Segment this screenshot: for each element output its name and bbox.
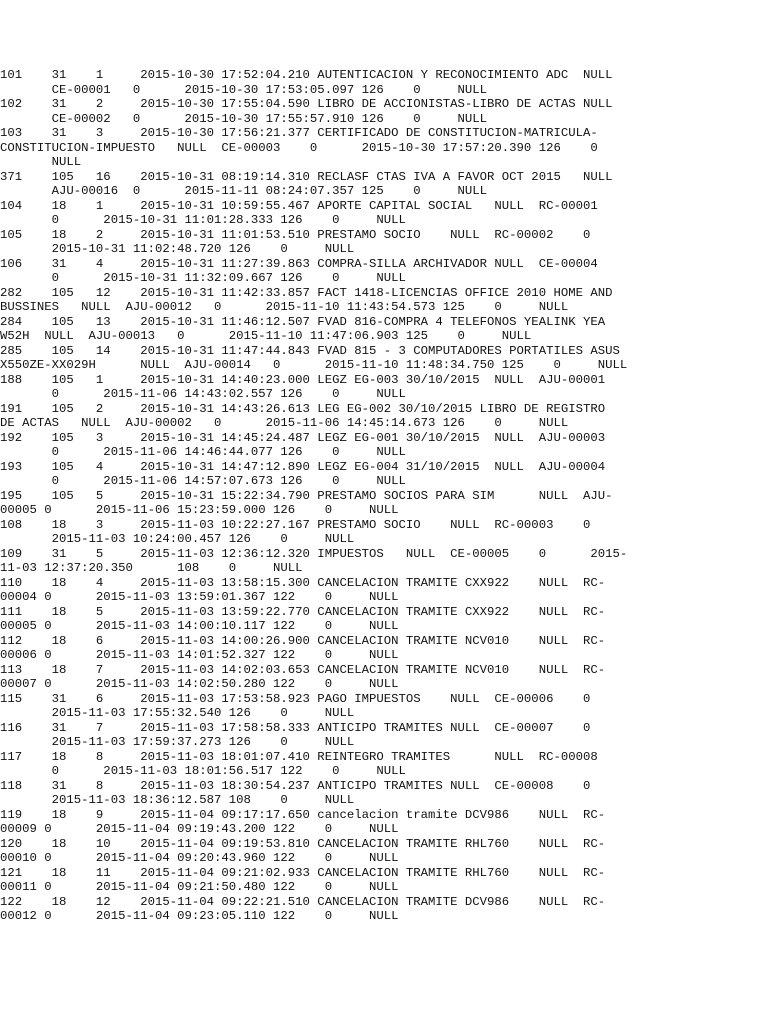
text-line: 117 18 8 2015-11-03 18:01:07.410 REINTEGRO TRAMITES NULL RC-00008 <box>0 749 598 764</box>
text-line: 2015-11-03 18:36:12.587 108 0 NULL <box>0 793 355 807</box>
text-line: 112 18 6 2015-11-03 14:00:26.900 CANCELACION TRAMITE NCV010 NULL RC- <box>0 633 606 648</box>
text-line: 122 18 12 2015-11-04 09:22:21.510 CANCELACION TRAMITE DCV986 NULL RC- <box>0 894 606 909</box>
record-listing <box>0 68 768 938</box>
text-line: AJU-00016 0 2015-11-11 08:24:07.357 125 0 NULL <box>0 184 488 198</box>
text-line: 115 31 6 2015-11-03 17:53:58.923 PAGO IMPUESTOS NULL CE-00006 0 <box>0 691 591 706</box>
text-line: 00004 0 2015-11-03 13:59:01.367 122 0 NULL <box>0 590 399 604</box>
text-line: 118 31 8 2015-11-03 18:30:54.237 ANTICIPO TRAMITES NULL CE-00008 0 <box>0 778 591 793</box>
text-line: 00005 0 2015-11-06 15:23:59.000 126 0 NULL <box>0 503 399 517</box>
text-line: 11-03 12:37:20.350 108 0 NULL <box>0 561 303 575</box>
text-line: 00009 0 2015-11-04 09:19:43.200 122 0 NULL <box>0 822 399 836</box>
text-line: DE ACTAS NULL AJU-00002 0 2015-11-06 14:45:14.673 126 0 NULL <box>0 416 569 430</box>
text-line: 116 31 7 2015-11-03 17:58:58.333 ANTICIPO TRAMITES NULL CE-00007 0 <box>0 720 591 735</box>
text-line: 105 18 2 2015-10-31 11:01:53.510 PRESTAMO SOCIO NULL RC-00002 0 <box>0 227 591 242</box>
text-line: 284 105 13 2015-10-31 11:46:12.507 FVAD 816-COMPRA 4 TELEFONOS YEALINK YEA <box>0 314 606 329</box>
text-line: 113 18 7 2015-11-03 14:02:03.653 CANCELACION TRAMITE NCV010 NULL RC- <box>0 662 606 677</box>
text-line: 119 18 9 2015-11-04 09:17:17.650 cancelacion tramite DCV986 NULL RC- <box>0 807 606 822</box>
text-line: NULL <box>0 155 82 169</box>
text-line: 00011 0 2015-11-04 09:21:50.480 122 0 NULL <box>0 880 399 894</box>
text-line: 0 2015-11-06 14:43:02.557 126 0 NULL <box>0 387 406 401</box>
text-line: 109 31 5 2015-11-03 12:36:12.320 IMPUESTOS NULL CE-00005 0 2015- <box>0 546 628 561</box>
text-line: 108 18 3 2015-11-03 10:22:27.167 PRESTAMO SOCIO NULL RC-00003 0 <box>0 517 591 532</box>
text-line: 2015-11-03 17:59:37.273 126 0 NULL <box>0 735 355 749</box>
text-line: 2015-11-03 10:24:00.457 126 0 NULL <box>0 532 355 546</box>
text-line: 193 105 4 2015-10-31 14:47:12.890 LEGZ EG-004 31/10/2015 NULL AJU-00004 <box>0 459 606 474</box>
text-line: 0 2015-10-31 11:32:09.667 126 0 NULL <box>0 271 406 285</box>
text-line: 285 105 14 2015-10-31 11:47:44.843 FVAD 815 - 3 COMPUTADORES PORTATILES ASUS <box>0 343 620 358</box>
text-line: 0 2015-11-06 14:57:07.673 126 0 NULL <box>0 474 406 488</box>
text-line: 102 31 2 2015-10-30 17:55:04.590 LIBRO DE ACCIONISTAS-LIBRO DE ACTAS NULL <box>0 97 613 111</box>
text-line: 00006 0 2015-11-03 14:01:52.327 122 0 NULL <box>0 648 399 662</box>
text-line: 101 31 1 2015-10-30 17:52:04.210 AUTENTICACION Y RECONOCIMIENTO ADC NULL <box>0 68 613 82</box>
text-line: 00005 0 2015-11-03 14:00:10.117 122 0 NULL <box>0 619 399 633</box>
text-line: 0 2015-11-03 18:01:56.517 122 0 NULL <box>0 764 406 778</box>
text-line: 104 18 1 2015-10-31 10:59:55.467 APORTE CAPITAL SOCIAL NULL RC-00001 <box>0 198 598 213</box>
text-line: 120 18 10 2015-11-04 09:19:53.810 CANCELACION TRAMITE RHL760 NULL RC- <box>0 836 606 851</box>
text-line: 371 105 16 2015-10-31 08:19:14.310 RECLASF CTAS IVA A FAVOR OCT 2015 NULL <box>0 169 613 184</box>
text-line: 2015-11-03 17:55:32.540 126 0 NULL <box>0 706 355 720</box>
text-line <box>0 924 768 939</box>
text-line: 188 105 1 2015-10-31 14:40:23.000 LEGZ EG-003 30/10/2015 NULL AJU-00001 <box>0 372 606 387</box>
text-line: 282 105 12 2015-10-31 11:42:33.857 FACT 1418-LICENCIAS OFFICE 2010 HOME AND <box>0 285 613 300</box>
text-line: 106 31 4 2015-10-31 11:27:39.863 COMPRA-SILLA ARCHIVADOR NULL CE-00004 <box>0 256 598 271</box>
text-line: 00007 0 2015-11-03 14:02:50.280 122 0 NULL <box>0 677 399 691</box>
text-line: 103 31 3 2015-10-30 17:56:21.377 CERTIFICADO DE CONSTITUCION-MATRICULA- <box>0 126 598 140</box>
text-line: W52H NULL AJU-00013 0 2015-11-10 11:47:06.903 125 0 NULL <box>0 329 532 343</box>
text-line: 195 105 5 2015-10-31 15:22:34.790 PRESTAMO SOCIOS PARA SIM NULL AJU- <box>0 488 613 503</box>
text-line: 00010 0 2015-11-04 09:20:43.960 122 0 NULL <box>0 851 399 865</box>
text-line: CE-00002 0 2015-10-30 17:55:57.910 126 0 NULL <box>0 111 488 126</box>
text-line: 2015-10-31 11:02:48.720 126 0 NULL <box>0 242 355 256</box>
text-line: BUSSINES NULL AJU-00012 0 2015-11-10 11:43:54.573 125 0 NULL <box>0 300 569 314</box>
text-line: 0 2015-11-06 14:46:44.077 126 0 NULL <box>0 445 406 459</box>
text-line: 121 18 11 2015-11-04 09:21:02.933 CANCELACION TRAMITE RHL760 NULL RC- <box>0 865 606 880</box>
text-line: CONSTITUCION-IMPUESTO NULL CE-00003 0 2015-10-30 17:57:20.390 126 0 <box>0 140 598 155</box>
text-line: 191 105 2 2015-10-31 14:43:26.613 LEG EG-002 30/10/2015 LIBRO DE REGISTRO <box>0 401 606 416</box>
text-line: 111 18 5 2015-11-03 13:59:22.770 CANCELACION TRAMITE CXX922 NULL RC- <box>0 604 606 619</box>
text-line: 00012 0 2015-11-04 09:23:05.110 122 0 NULL <box>0 909 399 923</box>
text-line: 110 18 4 2015-11-03 13:58:15.300 CANCELACION TRAMITE CXX922 NULL RC- <box>0 575 606 590</box>
text-line: 0 2015-10-31 11:01:28.333 126 0 NULL <box>0 213 406 227</box>
text-line: 192 105 3 2015-10-31 14:45:24.487 LEGZ EG-001 30/10/2015 NULL AJU-00003 <box>0 430 606 445</box>
text-line: X550ZE-XX029H NULL AJU-00014 0 2015-11-10 11:48:34.750 125 0 NULL <box>0 358 628 372</box>
text-line: CE-00001 0 2015-10-30 17:53:05.097 126 0 NULL <box>0 82 488 97</box>
